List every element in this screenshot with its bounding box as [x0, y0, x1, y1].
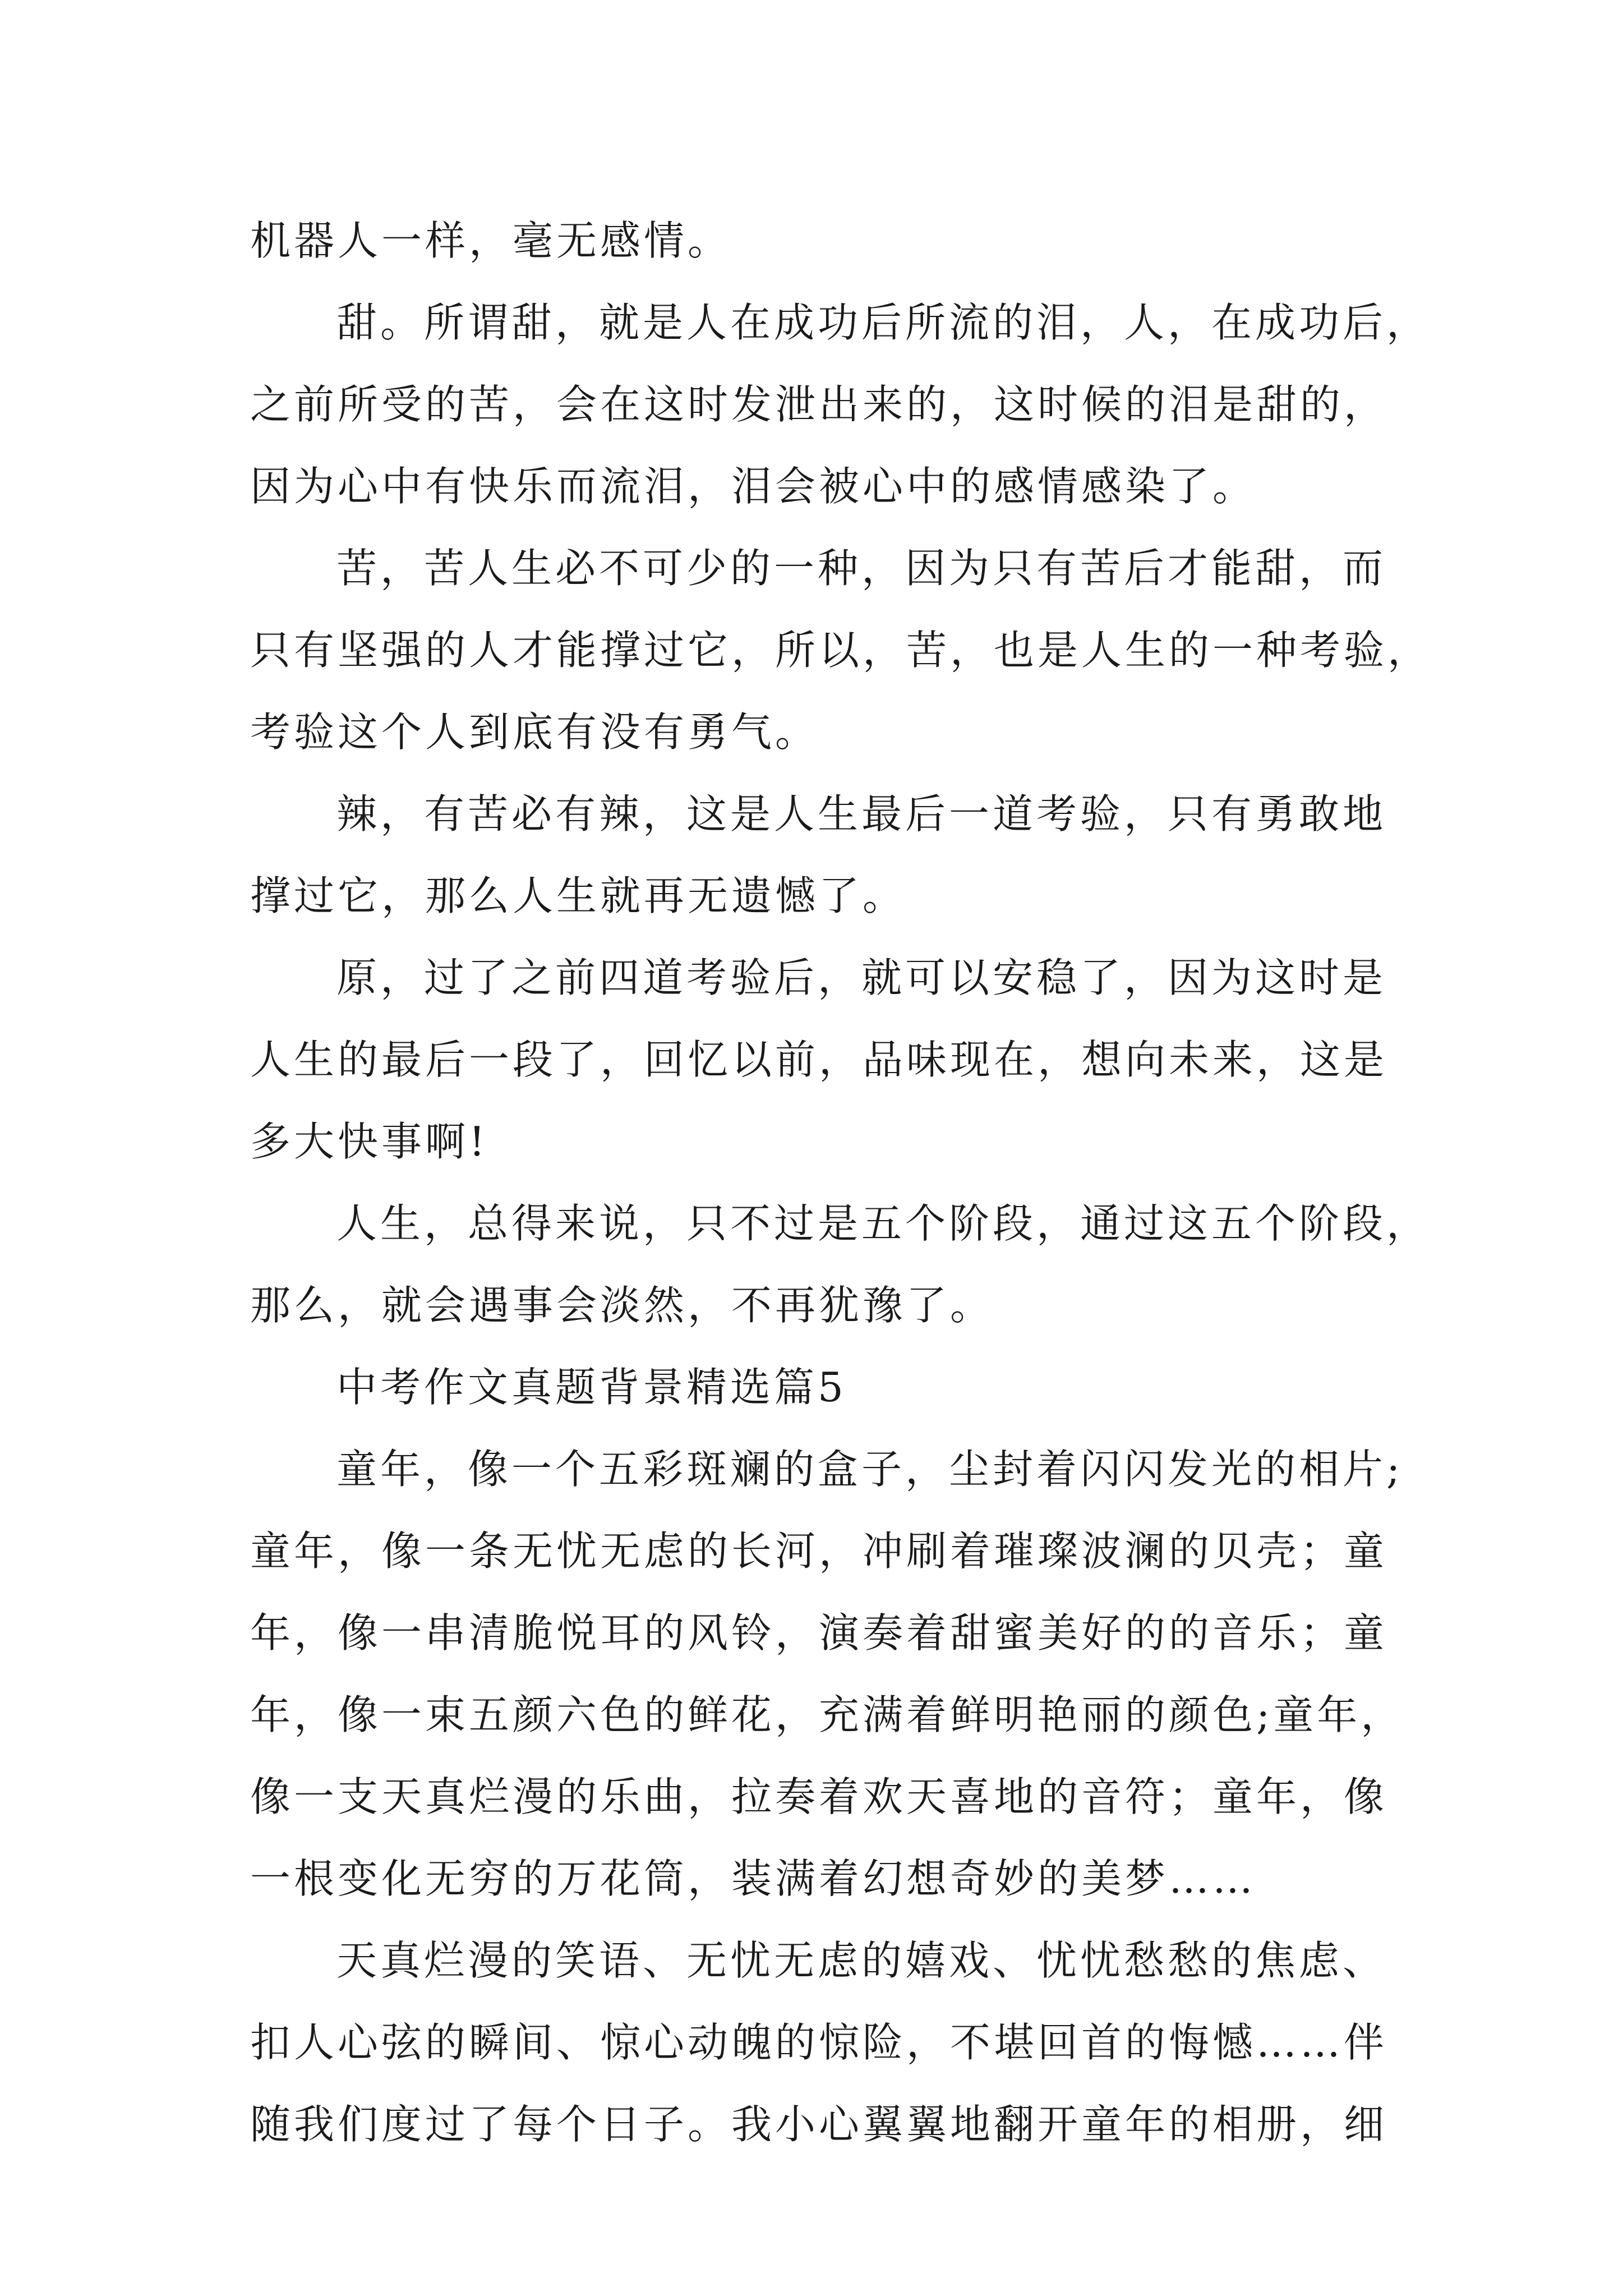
text-line: 人生，总得来说，只不过是五个阶段，通过这五个阶段， [336, 1200, 1431, 1247]
text-line: 只有坚强的人才能撑过它，所以，苦，也是人生的一种考验， [250, 627, 1432, 674]
section-heading: 中考作文真题背景精选篇5 [336, 1364, 847, 1411]
text-line: 随我们度过了每个日子。我小心翼翼地翻开童年的相册，细 [250, 2101, 1388, 2148]
text-line: 人生的最后一段了，回忆以前，品味现在，想向未来，这是 [250, 1036, 1388, 1083]
text-line: 那么，就会遇事会淡然，不再犹豫了。 [250, 1282, 994, 1329]
text-line: 考验这个人到底有没有勇气。 [250, 708, 819, 756]
text-line: 年，像一串清脆悦耳的风铃，演奏着甜蜜美好的的音乐；童 [250, 1609, 1388, 1657]
text-line: 童年，像一条无忧无虑的长河，冲刷着璀璨波澜的贝壳；童 [250, 1527, 1388, 1575]
text-column [250, 200, 1432, 2165]
text-line: 天真烂漫的笑语、无忧无虑的嬉戏、忧忧愁愁的焦虑、 [336, 1937, 1387, 1984]
text-line: 一根变化无穷的万花筒，装满着幻想奇妙的美梦…… [250, 1855, 1257, 1902]
text-line: 童年，像一个五彩斑斓的盒子，尘封着闪闪发光的相片; [336, 1446, 1404, 1493]
text-line: 原，过了之前四道考验后，就可以安稳了，因为这时是 [336, 954, 1387, 1001]
text-line: 因为心中有快乐而流泪，泪会被心中的感情感染了。 [250, 463, 1257, 510]
text-line: 甜。所谓甜，就是人在成功后所流的泪，人，在成功后， [336, 299, 1431, 346]
text-line: 年，像一束五颜六色的鲜花，充满着鲜明艳丽的颜色;童年， [250, 1691, 1405, 1738]
text-line: 扣人心弦的瞬间、惊心动魄的惊险，不堪回首的悔憾……伴 [250, 2019, 1388, 2066]
text-line: 机器人一样，毫无感情。 [250, 217, 732, 264]
text-line: 像一支天真烂漫的乐曲，拉奏着欢天喜地的音符；童年，像 [250, 1773, 1388, 1820]
text-line: 辣，有苦必有辣，这是人生最后一道考验，只有勇敢地 [336, 790, 1387, 838]
text-line: 多大快事啊! [250, 1118, 488, 1165]
text-line: 苦，苦人生必不可少的一种，因为只有苦后才能甜，而 [336, 545, 1387, 592]
text-line: 撑过它，那么人生就再无遗憾了。 [250, 872, 907, 919]
text-line: 之前所受的苦，会在这时发泄出来的，这时候的泪是甜的， [250, 381, 1388, 428]
